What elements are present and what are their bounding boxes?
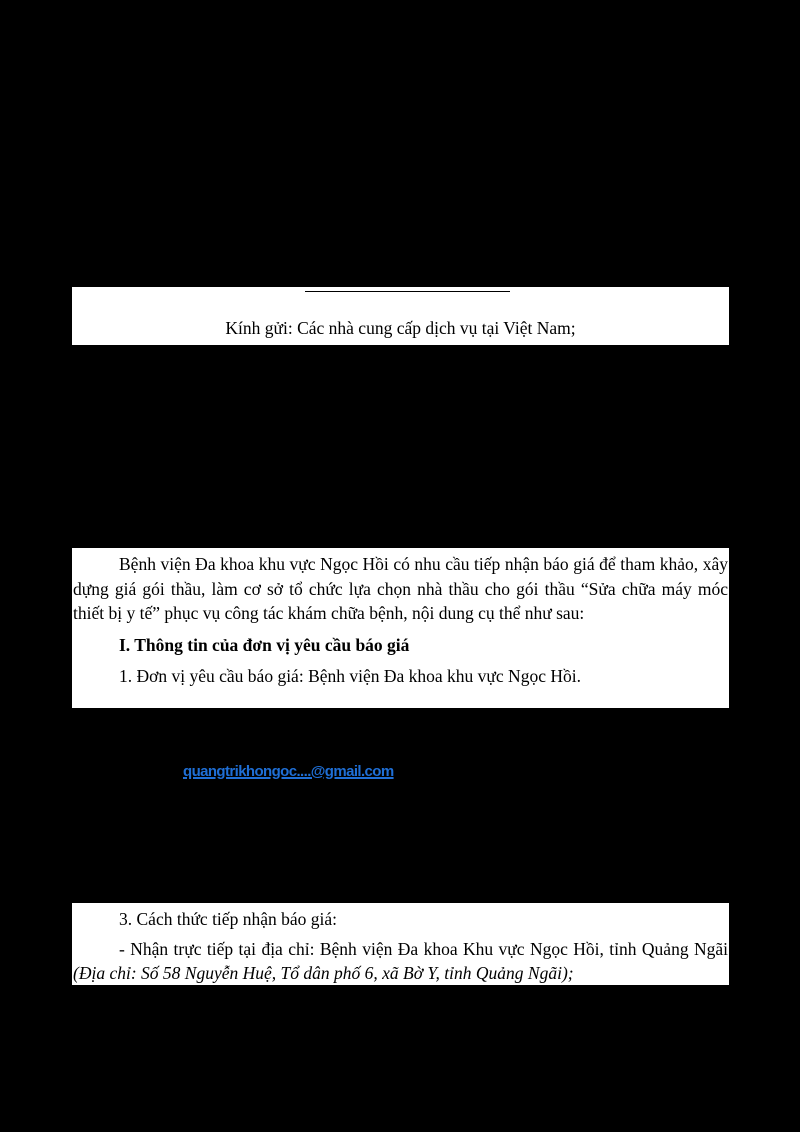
direct-receive-text: - Nhận trực tiếp tại địa chỉ: Bệnh viện Đa khoa Khu vực Ngọc Hồi, tỉnh Quảng Ngãi bbox=[119, 938, 728, 959]
section-heading: I. Thông tin của đơn vị yêu cầu báo giá bbox=[119, 634, 410, 655]
greeting-panel bbox=[72, 287, 729, 345]
intro-paragraph: Bệnh viện Đa khoa khu vực Ngọc Hồi có nhu cầu tiếp nhận báo giá để tham khảo, xây dựng giá gói thầu, làm cơ sở tổ chức lựa chọn nhà thầu cho gói thầu “Sửa chữa máy móc thiết bị y tế” phục vụ công tác khám chữa bệnh, nội dung cụ thể như sau: bbox=[73, 554, 728, 623]
header-divider bbox=[305, 291, 510, 292]
contact-email-link[interactable]: quangtrikhongoc....@gmail.com bbox=[183, 760, 431, 784]
greeting-line: Kính gửi: Các nhà cung cấp dịch vụ tại Việt Nam; bbox=[225, 318, 576, 338]
direct-receive-paragraph bbox=[73, 937, 728, 986]
intro-panel bbox=[72, 548, 729, 708]
receive-panel bbox=[72, 903, 729, 985]
requesting-unit-item: 1. Đơn vị yêu cầu báo giá: Bệnh viện Đa khoa khu vực Ngọc Hồi. bbox=[119, 666, 581, 686]
direct-receive-address: (Địa chỉ: Số 58 Nguyễn Huệ, Tổ dân phố 6, xã Bờ Y, tỉnh Quảng Ngãi); bbox=[73, 963, 574, 983]
receive-method-item: 3. Cách thức tiếp nhận báo giá: bbox=[119, 909, 337, 929]
